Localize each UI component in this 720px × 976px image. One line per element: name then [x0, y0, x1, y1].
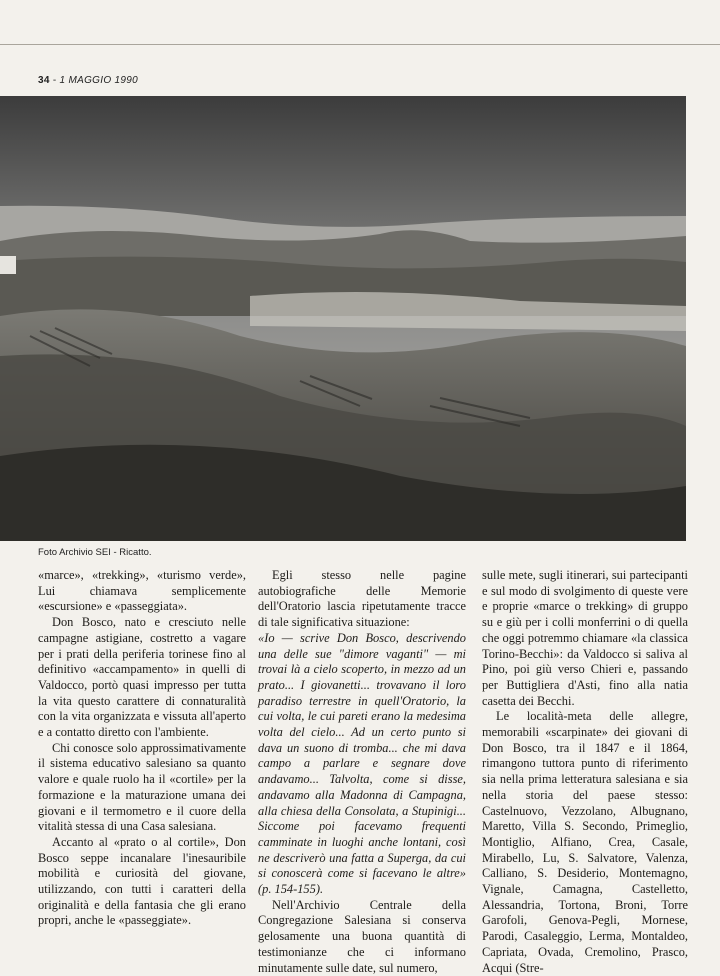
paragraph: sulle mete, sugli itinerari, sui partecipanti e sul modo di svolgimento di queste vere e proprie «marce o trekking» di gruppo su e giù per i colli monferrini o di quella che oggi potremmo chiamare «la classica Torino-Becchi»: da Valdocco si saliva al Pino, poi giù verso Chieri e, passando per Buttigliera d'Asti, fino alla natia casetta dei Becchi. [482, 568, 688, 708]
paragraph: Chi conosce solo approssimativamente il sistema educativo salesiano sa quanto valore e quale ruolo ha il «cortile» per la formazione e la maturazione umana dei giovani e il termometro e il cuore della vitalità stessa di una Casa salesiana. [38, 740, 246, 834]
paragraph: «marce», «trekking», «turismo verde», Lui chiamava semplicemente «escursione» e «passeggiata». [38, 568, 246, 614]
landscape-photo [0, 96, 686, 541]
hills-landscape-illustration [0, 96, 686, 541]
article-column-2 [258, 568, 466, 976]
article-column-1 [38, 568, 246, 929]
paragraph: Nell'Archivio Centrale della Congregazione Salesiana si conserva gelosamente una buona quantità di testimonianze che ci informano minutamente sulle date, sul numero, [258, 897, 466, 975]
paragraph: Le località-meta delle allegre, memorabili «scarpinate» dei giovani di Don Bosco, tra il 1847 e il 1864, rimangono tuttora punto di riferimento sia nella prima letteratura salesiana e sia nella storia del paese stesso: Castelnuovo, Vezzolano, Albugnano, Maretto, Villa S. Secondo, Primeglio, Montiglio, Alfiano, Crea, Casale, Mirabello, Lu, S. Salvatore, Valenza, Calliano, S. Desiderio, Montemagno, Vignale, Camagna, Castelletto, Alessandria, Tortona, Broni, Torre Garofoli, Genova-Pegli, Mornese, Parodi, Casaleggio, Lerma, Montaldeo, Capriata, Ovada, Cremolino, Prasco, Acqui (Stre- [482, 709, 688, 975]
photo-caption: Foto Archivio SEI - Ricatto. [38, 547, 152, 558]
article-column-3 [482, 568, 688, 976]
quotation: «Io — scrive Don Bosco, descrivendo una delle sue "dimore vaganti" — mi trovai là a cielo scoperto, in mezzo ad un prato... I giovanetti... trovavano il loro paradiso terrestre in quell'Oratorio, la cui volta, le cui pareti erano la medesima volta del cielo... Ad un certo punto si dava un suono di tromba... che mi dava campo a parlare e segnare dove andavamo... Talvolta, come si disse, andavamo alla Madonna di Campagna, alla chiesa della Consolata, a Stupinigi... Siccome poi facevamo frequenti camminate in luoghi anche lontani, così ne descriverò una fatta a Superga, da cui si conoscerà come si facevano le altre» (p. 154-155). [258, 630, 466, 897]
page-number: 34 [38, 75, 50, 86]
paragraph: Accanto al «prato o al cortile», Don Bosco seppe incanalare l'inesauribile mobilità e curiosità del giovane, utilizzando, con tutti i caratteri della originalità e della fantasia che gli erano propri, anche le «passeggiate». [38, 834, 246, 928]
paragraph: Egli stesso nelle pagine autobiografiche delle Memorie dell'Oratorio lascia ripetutamente tracce di tale significativa situazione: [258, 568, 466, 630]
issue-date: 1 MAGGIO 1990 [59, 75, 138, 86]
page-folio: 34 - 1 MAGGIO 1990 [38, 75, 138, 86]
header-rule [0, 44, 720, 45]
paragraph: Don Bosco, nato e cresciuto nelle campagne astigiane, costretto a vagare per i prati della periferia torinese fino al definitivo «accampamento» in quelli di Valdocco, portò quasi impresso per tutta la vita questo carattere di connaturalità con la vita organizzata e vissuta all'aperto e a contatto diretto con l'ambiente. [38, 615, 246, 740]
